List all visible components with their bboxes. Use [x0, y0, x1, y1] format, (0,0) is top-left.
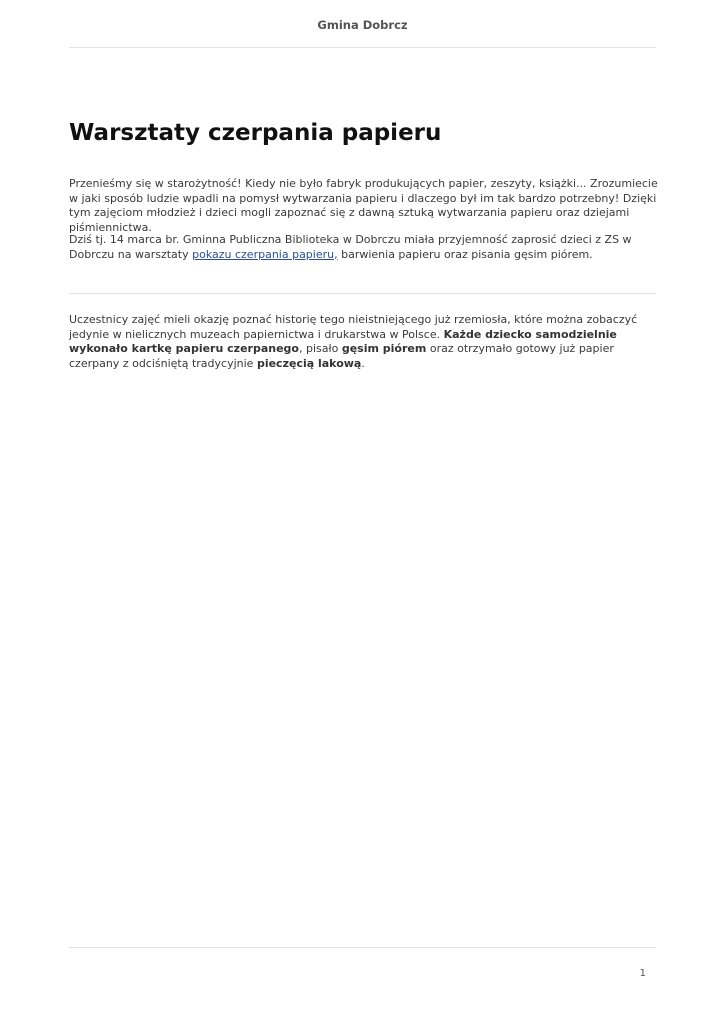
participants-text-1: Uczestnicy zajęć mieli okazję poznać historię tego nieistniejącego już rzemiosła, które można zobaczyć jedynie w nielicznych muzeach papiernictwa i drukarstwa w Polsce.	[69, 313, 638, 341]
participants-bold-2: gęsim piórem	[341, 342, 427, 356]
participants-text-4: .	[361, 356, 365, 370]
participants-paragraph	[69, 313, 659, 371]
header-divider	[69, 47, 656, 48]
site-name: Gmina Dobrcz	[317, 18, 408, 32]
event-text-before-link: Dziś tj. 14 marca br. Gminna Publiczna Biblioteka w Dobrczu miała przyjemność zaprosić dzieci z ZS w Dobrczu na warsztaty	[69, 233, 632, 261]
paper-making-link[interactable]: pokazu czerpania papieru,	[192, 247, 338, 261]
participants-bold-1: Każde dziecko samodzielnie wykonało kartkę papieru czerpanego	[69, 327, 617, 356]
page-title: Warsztaty czerpania papieru	[69, 120, 442, 146]
footer-divider	[69, 947, 656, 948]
participants-text-2: , pisało	[298, 342, 342, 356]
intro-paragraph: Przenieśmy się w starożytność! Kiedy nie było fabryk produkujących papier, zeszyty, książki... Zrozumiecie w jaki sposób ludzie wpadli na pomysł wytwarzania papieru i dlaczego był im tak bardzo potrzebny! Dzięki tym zajęciom młodzież i dzieci mogli zapoznać się z dawną sztuką wytwarzania papieru oraz dziejami piśmiennictwa.	[69, 177, 658, 234]
participants-bold-3: pieczęcią lakową	[256, 356, 362, 370]
event-paragraph	[69, 233, 659, 262]
content-divider	[69, 293, 656, 294]
page-number: 1	[639, 968, 646, 979]
event-text-after-link: barwienia papieru oraz pisania gęsim piórem.	[337, 247, 593, 261]
participants-text-3: oraz otrzymało gotowy już papier czerpany z odciśniętą tradycyjnie	[69, 342, 614, 370]
